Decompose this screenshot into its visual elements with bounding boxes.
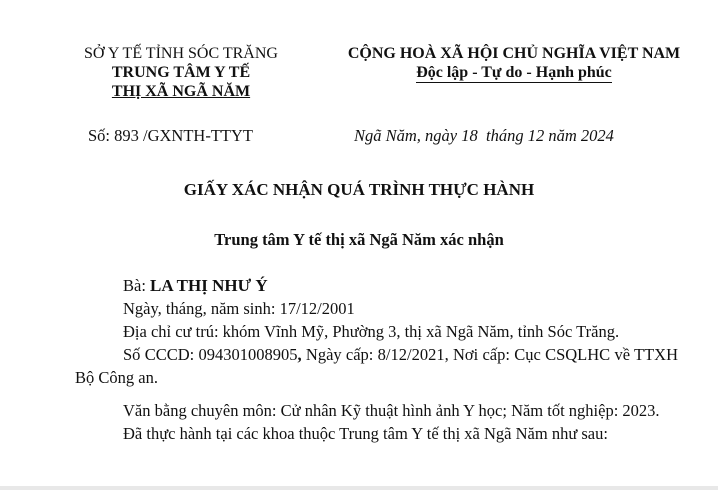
- issue-date: Ngã Năm, ngày 18 tháng 12 năm 2024: [354, 126, 614, 145]
- document-subtitle: Trung tâm Y tế thị xã Ngã Năm xác nhận: [214, 230, 504, 249]
- person-name: LA THỊ NHƯ Ý: [150, 276, 268, 295]
- town-name-underlined: THỊ XÃ NGÃ NĂM: [111, 83, 251, 100]
- town-name: [70, 82, 292, 101]
- id-comma: ,: [297, 345, 302, 364]
- professional-degree: Văn bằng chuyên môn: Cử nhân Kỹ thuật hình ảnh Y học; Năm tốt nghiệp: 2023.: [123, 401, 660, 420]
- national-header: [326, 44, 702, 83]
- page-bottom-edge: [0, 486, 718, 490]
- issuing-agency-header: [70, 44, 292, 101]
- document-body: [75, 274, 678, 445]
- center-name: TRUNG TÂM Y TẾ: [111, 64, 251, 81]
- id-number: Số CCCD: 094301008905: [123, 345, 298, 364]
- department-name: SỞ Y TẾ TỈNH SÓC TRĂNG: [84, 45, 278, 62]
- id-card-info: [75, 343, 678, 389]
- person-name-line: [75, 274, 678, 297]
- practice-statement: Đã thực hành tại các khoa thuộc Trung tâm Y tế thị xã Ngã Năm như sau:: [123, 424, 608, 443]
- national-motto: Độc lập - Tự do - Hạnh phúc: [416, 64, 612, 81]
- national-name: CỘNG HOÀ XÃ HỘI CHỦ NGHĨA VIỆT NAM: [347, 45, 681, 62]
- document-title: GIẤY XÁC NHẬN QUÁ TRÌNH THỰC HÀNH: [183, 180, 535, 199]
- name-prefix: Bà:: [123, 276, 151, 295]
- date-of-birth: Ngày, tháng, năm sinh: 17/12/2001: [123, 299, 355, 318]
- reference-number: Số: 893 /GXNTH-TTYT: [88, 126, 253, 145]
- id-issue-details: Ngày cấp: 8/12/2021, Nơi cấp: Cục CSQLHC về TTXH Bộ Công an.: [75, 345, 678, 387]
- residence-address: Địa chỉ cư trú: khóm Vĩnh Mỹ, Phường 3, thị xã Ngã Năm, tỉnh Sóc Trăng.: [123, 322, 620, 341]
